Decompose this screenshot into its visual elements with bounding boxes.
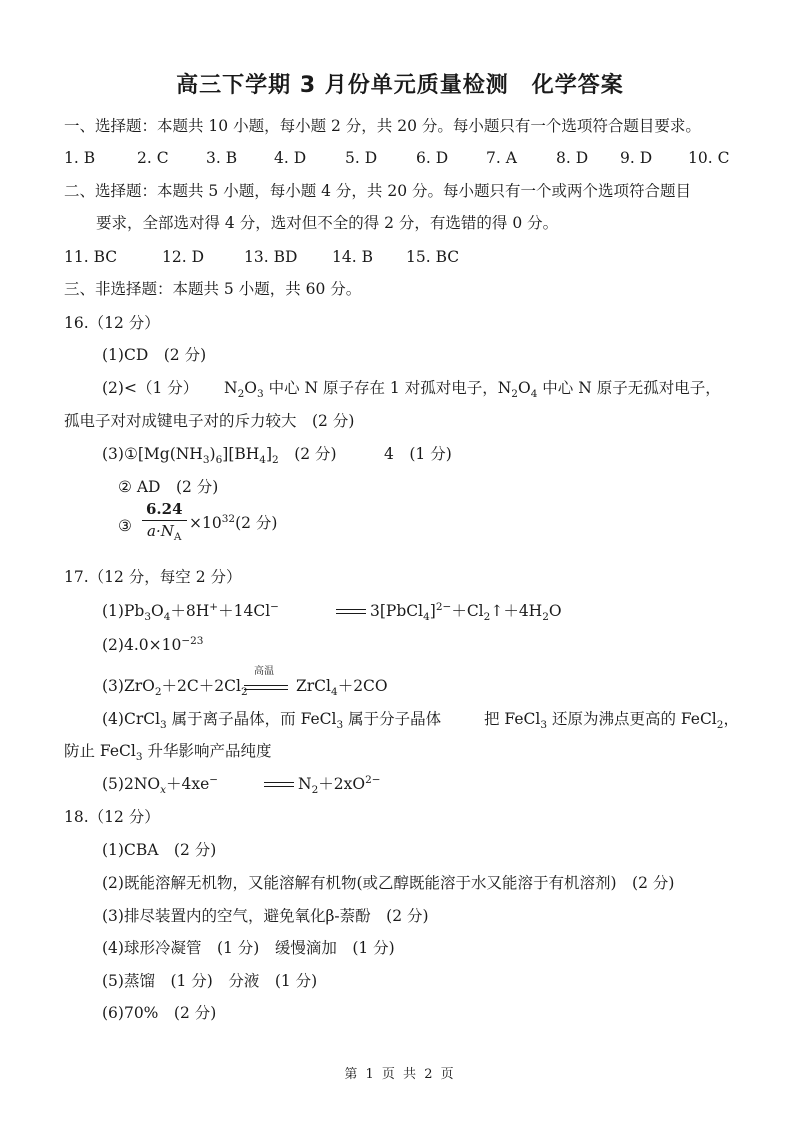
subscript: 3 — [135, 751, 143, 764]
answer-5: 5. D — [345, 149, 378, 167]
answer-11: 11. BC — [64, 248, 118, 266]
text: ， — [723, 710, 739, 728]
text: (3)①[Mg(NH — [102, 445, 203, 463]
q18-part1: (1)CBA (2 分) — [102, 841, 217, 859]
q18-header: 18.（12 分） — [64, 808, 160, 826]
text: ×10 — [189, 514, 222, 532]
subscript: 6 — [215, 454, 223, 467]
q17-line1-left — [102, 600, 279, 622]
q17-line4-a — [102, 708, 441, 730]
subscript: 3 — [202, 454, 210, 467]
fraction-numerator: 6.24 — [142, 500, 187, 521]
text: 属于分子晶体 — [343, 710, 442, 728]
q18-part6: (6)70% (2 分) — [102, 1004, 217, 1022]
subscript: 2 — [311, 784, 319, 797]
subscript: 2 — [154, 686, 162, 699]
reaction-condition: 高温 — [254, 666, 274, 677]
text: 还原为沸点更高的 FeCl — [547, 710, 717, 728]
text: ＋2C＋2Cl — [161, 677, 241, 695]
answer-1: 1. B — [64, 149, 96, 167]
superscript: − — [209, 773, 219, 786]
text: 中心 N 原子无孤对电子， — [537, 379, 721, 397]
text: O — [548, 602, 562, 620]
q17-line5-left — [102, 773, 218, 795]
page-footer: 第 1 页 共 2 页 — [344, 1067, 456, 1082]
subscript: 4 — [423, 611, 430, 624]
text: (2 分) — [235, 514, 278, 532]
q18-part2: (2)既能溶解无机物，又能溶解有机物(或乙醇既能溶于水又能溶于有机溶剂) (2 分) — [102, 874, 675, 892]
answer-13: 13. BD — [244, 248, 298, 266]
text: ＋8H — [170, 602, 210, 620]
subscript: 3 — [540, 719, 548, 732]
answer-9: 9. D — [620, 149, 653, 167]
section-2-heading-line2: 要求，全部选对得 4 分，选对但不全的得 2 分，有选错的得 0 分。 — [96, 214, 559, 232]
superscript: − — [270, 600, 279, 613]
subscript: 4 — [530, 388, 538, 401]
answer-2: 2. C — [137, 149, 169, 167]
text: ＋Cl — [451, 602, 484, 620]
answer-15: 15. BC — [406, 248, 460, 266]
q16-part2-reason-cont: 孤电子对对成键电子对的斥力较大 (2 分) — [64, 412, 355, 430]
text: O — [517, 379, 531, 397]
subscript: 2 — [272, 454, 279, 467]
q16-part3-choice: ② AD (2 分) — [118, 478, 219, 496]
text: ] — [265, 445, 273, 463]
q16-part1: (1)CD (2 分) — [102, 346, 207, 364]
subscript: 4 — [163, 611, 171, 624]
superscript: −23 — [181, 634, 204, 647]
text: O — [151, 602, 164, 620]
q17-line5-right — [298, 773, 381, 795]
text: ＋4xe — [166, 775, 210, 793]
q16-part3-circle3: ③ — [118, 517, 132, 535]
q17-line3-left — [102, 675, 248, 697]
answer-7: 7. A — [486, 149, 517, 167]
superscript: 2− — [365, 773, 381, 786]
section-3-heading: 三、非选择题：本题共 5 小题，共 60 分。 — [64, 280, 362, 298]
text: (1)Pb — [102, 602, 145, 620]
q16-part2-answer: (2)<（1 分） — [102, 379, 199, 397]
text: ＋2xO — [318, 775, 366, 793]
text: ) — [209, 445, 216, 463]
text: O — [244, 379, 257, 397]
text: 中心 N 原子存在 1 对孤对电子，N — [263, 379, 512, 397]
subscript: 4 — [259, 454, 266, 467]
density-fraction — [142, 500, 187, 543]
text: ZrCl — [296, 677, 331, 695]
fraction-denominator — [142, 521, 187, 543]
text: 把 FeCl — [484, 710, 541, 728]
q17-line2 — [102, 634, 204, 656]
q18-part4: (4)球形冷凝管 (1 分) 缓慢滴加 (1 分) — [102, 939, 395, 957]
subscript: 2 — [237, 388, 245, 401]
text: ] — [429, 602, 436, 620]
text: 升华影响产品纯度 — [142, 742, 272, 760]
equals-sign — [336, 609, 366, 614]
text: ][BH — [222, 445, 260, 463]
superscript: 32 — [221, 512, 236, 525]
text: ＋2CO — [337, 677, 388, 695]
answer-14: 14. B — [332, 248, 373, 266]
text: N — [298, 775, 312, 793]
subscript: 2 — [542, 611, 549, 624]
text: (2 分) — [278, 445, 337, 463]
text: (4)CrCl — [102, 710, 161, 728]
answer-8: 8. D — [556, 149, 589, 167]
q18-part3: (3)排尽装置内的空气，避免氧化β-萘酚 (2 分) — [102, 907, 429, 925]
subscript: 3 — [160, 719, 167, 732]
text: a·N — [147, 522, 174, 540]
subscript: 2 — [716, 719, 724, 732]
answer-4: 4. D — [274, 149, 307, 167]
superscript: 2− — [435, 600, 452, 613]
q16-part3-count: 4 (1 分) — [384, 445, 452, 463]
q16-part2-reason — [224, 377, 721, 399]
text: (2)4.0×10 — [102, 636, 182, 654]
subscript: 3 — [256, 388, 264, 401]
subscript: 3 — [144, 611, 151, 624]
subscript: 2 — [240, 686, 248, 699]
answer-3: 3. B — [206, 149, 238, 167]
page-title: 高三下学期 3 月份单元质量检测 化学答案 — [176, 73, 624, 98]
subscript: 4 — [331, 686, 338, 699]
superscript: + — [209, 600, 219, 613]
q17-header: 17.（12 分，每空 2 分） — [64, 568, 242, 586]
text: ↑＋4H — [490, 602, 543, 620]
text: 防止 FeCl — [64, 742, 136, 760]
subscript: 2 — [483, 611, 491, 624]
text: (5)2NO — [102, 775, 161, 793]
q16-header: 16.（12 分） — [64, 314, 160, 332]
equals-sign — [244, 685, 288, 690]
subscript: A — [173, 531, 182, 543]
q17-line1-right — [370, 600, 562, 622]
text: ＋14Cl — [218, 602, 271, 620]
subscript: x — [160, 784, 167, 797]
equals-sign — [264, 782, 294, 787]
text: 3[PbCl — [370, 602, 424, 620]
q18-part5: (5)蒸馏 (1 分) 分液 (1 分) — [102, 972, 318, 990]
answer-10: 10. C — [688, 149, 730, 167]
q17-line4-c — [64, 740, 271, 762]
q17-line4-b — [484, 708, 739, 730]
text: (3)ZrO — [102, 677, 155, 695]
text: 属于离子晶体，而 FeCl — [166, 710, 337, 728]
answer-6: 6. D — [416, 149, 449, 167]
text: N — [224, 379, 238, 397]
q17-line3-right — [296, 675, 388, 697]
q16-part3-tail — [189, 512, 277, 534]
subscript: 2 — [511, 388, 518, 401]
q16-part3-formula — [102, 443, 337, 465]
answer-12: 12. D — [162, 248, 205, 266]
section-2-heading-line1: 二、选择题：本题共 5 小题，每小题 4 分，共 20 分。每小题只有一个或两个选项符合题目 — [64, 182, 692, 200]
section-1-heading: 一、选择题：本题共 10 小题，每小题 2 分，共 20 分。每小题只有一个选项符合题目要求。 — [64, 117, 701, 135]
subscript: 3 — [336, 719, 344, 732]
